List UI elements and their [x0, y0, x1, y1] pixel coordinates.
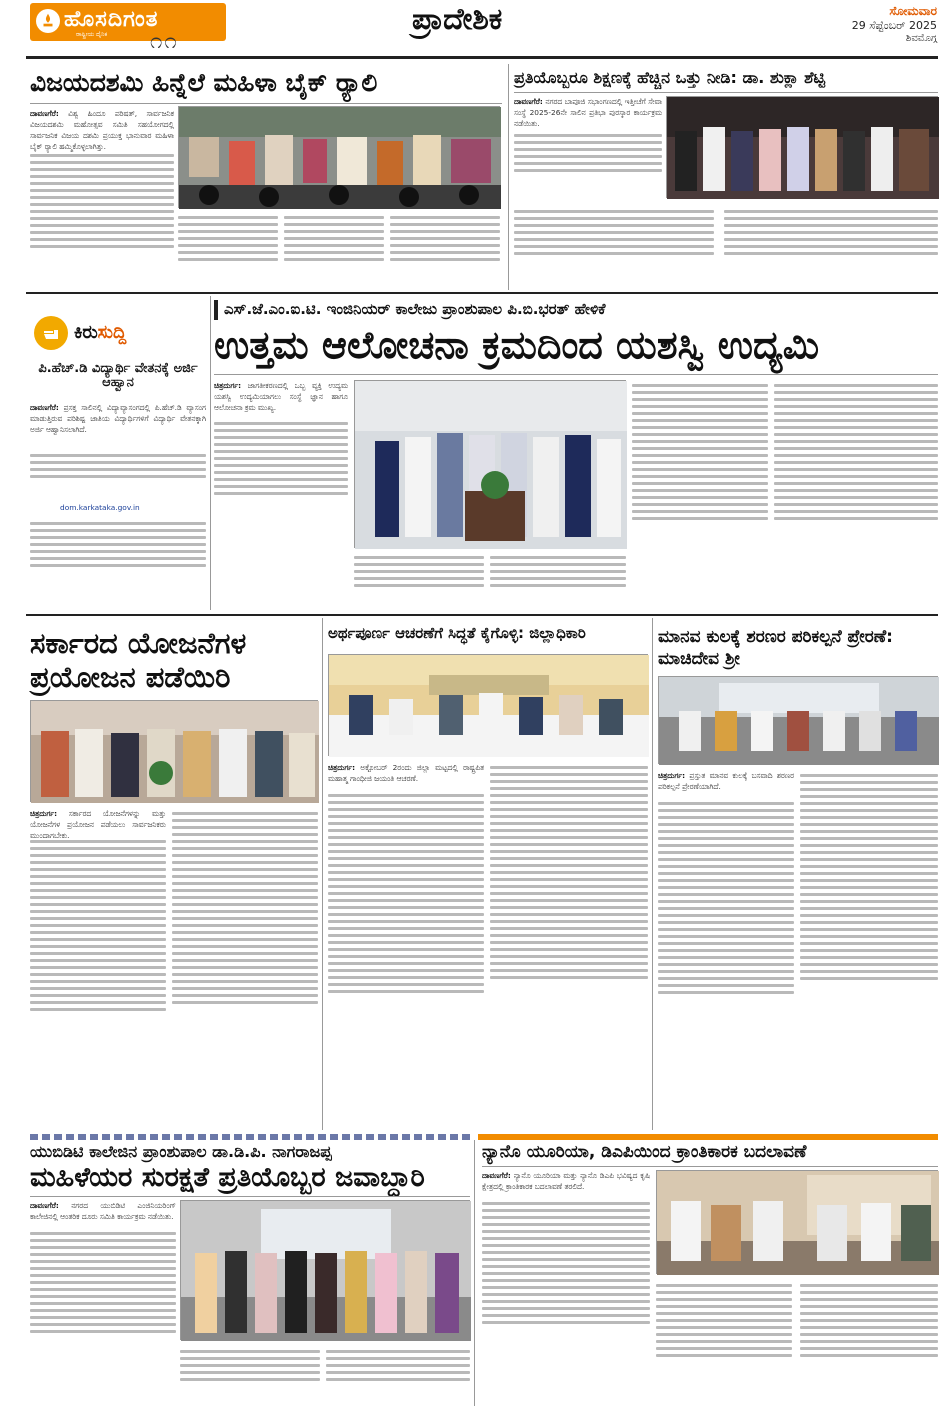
divider [514, 92, 938, 93]
story3-body-col5 [774, 380, 938, 608]
story3-kicker: ಎಸ್.ಜೆ.ಎಂ.ಐ.ಟಿ. ಇಂಜಿನಿಯರ್ ಕಾಲೇಜು ಪ್ರಾಂಶುಪಾಲ ಪಿ.ಬಿ.ಭರತ್ ಹೇಳಿಕೆ [224, 300, 606, 318]
dateline: ದಾವಣಗೆರೆ: [482, 1171, 511, 1180]
story3-headline[interactable]: ಉತ್ತಮ ಆಲೋಚನಾ ಕ್ರಮದಿಂದ ಯಶಸ್ವಿ ಉದ್ಯಮಿ [214, 323, 820, 367]
section-rule [26, 614, 938, 616]
story6-lead-text: ಪ್ರಸ್ತುತ ಮಾನವ ಕುಲಕ್ಕೆ ಬಸವಾದಿ ಶರಣರ ಪರಿಕಲ್ಪನೆ ಪ್ರೇರಣೆಯಾಗಿದೆ. [658, 771, 794, 791]
story1-lead-text: ವಿಶ್ವ ಹಿಂದೂ ಪರಿಷತ್, ಸಾರ್ವಜನಿಕ ವಿಜಯದಶಮಿ ಮಹೋತ್ಸವ ಸಮಿತಿ ಸಹಯೋಗದಲ್ಲಿ ಸಾರ್ವಜನಿಕ ವಿಜಯ ದಶಮಿ ಪ್ರಯುಕ್ತ ಭಾನುವಾರ ಮಹಿಳಾ ಬೈಕ್ ರ‍್ಯಾಲಿ ಹಮ್ಮಿಕೊಳ್ಳಲಾಗಿತ್ತು. [30, 109, 174, 151]
story4-lead-text: ಸರ್ಕಾರದ ಯೋಜನೆಗಳನ್ನು ಮತ್ತು ಯೋಜನೆಗಳ ಪ್ರಯೋಜನ ಪಡೆಯಲು ಸಾರ್ವಜನಿಕರು ಮುಂದಾಗಬೇಕು. [30, 809, 166, 840]
story3-photo [354, 380, 626, 548]
date-box [852, 4, 937, 44]
story2-photo [666, 96, 938, 198]
section-title: ಪ್ರಾದೇಶಿಕ [412, 2, 503, 37]
story8-lead [482, 1170, 650, 1194]
story3-body-col2 [354, 552, 484, 608]
story3-body [214, 418, 348, 544]
kirusuddi-body [30, 450, 206, 500]
story7-lead-text: ನಗರದ ಯುಬಿಡಿಟಿ ಎಂಜಿನಿಯರಿಂಗ್ ಕಾಲೇಜಿನಲ್ಲಿ ಆಂತರಿಕ ದೂರು ಸಮಿತಿ ಕಾರ್ಯಕ್ರಮ ನಡೆಯಿತು. [30, 1201, 176, 1221]
decorative-band [30, 1134, 470, 1140]
story7-headline[interactable]: ಮಹಿಳೆಯರ ಸುರಕ್ಷತೆ ಪ್ರತಿಯೊಬ್ಬರ ಜವಾಬ್ದಾರಿ [30, 1162, 425, 1193]
column-divider [210, 296, 211, 610]
story7-lead [30, 1200, 176, 1224]
page-number: ೧೧ [150, 29, 179, 54]
newspaper-logo[interactable] [30, 3, 226, 53]
story5-lead-text: ಅಕ್ಟೋಬರ್ 2ರಂದು ಜಿಲ್ಲಾ ಮಟ್ಟದಲ್ಲಿ ರಾಷ್ಟ್ರಪಿತ ಮಹಾತ್ಮ ಗಾಂಧೀಜಿ ಜಯಂತಿ ಆಚರಣೆ. [328, 763, 484, 783]
dateline: ದಾವಣಗೆರೆ: [30, 1201, 59, 1210]
date-day: ಸೋಮವಾರ [889, 4, 937, 18]
section-rule [26, 292, 938, 294]
dateline: ಚಿತ್ರದುರ್ಗ: [30, 809, 58, 818]
story7-body-col3 [326, 1346, 470, 1404]
story7-body-col2 [180, 1346, 320, 1404]
story4-body [30, 836, 166, 1126]
kirusuddi-title-part2: ಸುದ್ದಿ [97, 322, 127, 343]
divider [482, 1166, 938, 1167]
story5-photo [328, 654, 648, 756]
story1-photo [178, 106, 500, 208]
story2-body-col2 [514, 206, 714, 288]
column-divider [474, 1140, 475, 1406]
story3-body-col4 [632, 380, 768, 608]
story7-body [30, 1228, 176, 1404]
kirusuddi-lead [30, 402, 206, 446]
dateline: ದಾವಣಗೆರೆ: [30, 403, 59, 412]
story2-headline[interactable]: ಪ್ರತಿಯೊಬ್ಬರೂ ಶಿಕ್ಷಣಕ್ಕೆ ಹೆಚ್ಚಿನ ಒತ್ತು ನೀಡಿ: ಡಾ. ಶುಕ್ಲಾ ಶೆಟ್ಟಿ [514, 68, 826, 87]
edition-city: ಶಿವಮೊಗ್ಗ [905, 33, 937, 44]
dateline: ದಾವಣಗೆರೆ: [514, 97, 543, 106]
masthead [0, 0, 945, 58]
story4-body-col2 [172, 808, 318, 1126]
dateline: ದಾವಣಗೆರೆ: [30, 109, 59, 118]
story3-lead-text: ಜಾಗತೀಕರಣದಲ್ಲಿ ಒಬ್ಬ ವ್ಯಕ್ತಿ ಉದ್ಯಮ ಯಶಸ್ವಿ ಉದ್ಯಮಿಯಾಗಲು ಸಂಸ್ಥೆ ಜ್ಞಾನ ಹಾಗೂ ಆಲೋಚನಾ ಕ್ರಮ ಮುಖ್ಯ. [214, 381, 348, 412]
story8-lead-text: ನ್ಯಾನೊ ಯೂರಿಯಾ ಮತ್ತು ನ್ಯಾನೊ ಡಿಎಪಿ ಭವಿಷ್ಯದ ಕೃಷಿ ಕ್ಷೇತ್ರದಲ್ಲಿ ಕ್ರಾಂತಿಕಾರಕ ಬದಲಾವಣೆ ತರಲಿದೆ. [482, 1171, 650, 1191]
story8-body [482, 1198, 650, 1404]
divider [214, 374, 938, 375]
story3-lead [214, 380, 348, 414]
story5-body-col2 [490, 762, 648, 1126]
decorative-band [478, 1134, 938, 1140]
dateline: ಚಿತ್ರದುರ್ಗ: [658, 771, 686, 780]
story8-body-col2 [656, 1280, 792, 1404]
logo-tagline: ರಾಷ್ಟ್ರೀಯ ದೈನಿಕ [76, 31, 108, 38]
story2-body-col3 [724, 206, 938, 288]
story1-body-col4 [390, 212, 500, 288]
story3-body-col3 [490, 552, 626, 608]
story1-headline[interactable]: ವಿಜಯದಶಮಿ ಹಿನ್ನೆಲೆ ಮಹಿಳಾ ಬೈಕ್ ರ‍್ಯಾಲಿ [30, 68, 378, 97]
column-divider [508, 64, 509, 290]
divider [30, 1196, 470, 1197]
dateline: ಚಿತ್ರದುರ್ಗ: [214, 381, 242, 390]
kirusuddi-title-part1: ಕಿರು [74, 322, 98, 343]
story6-body [658, 798, 794, 1126]
kirusuddi-lead-text: ಪ್ರಸಕ್ತ ಸಾಲಿನಲ್ಲಿ ವಿದ್ಯಾವ್ಯಾಸಂಗದಲ್ಲಿ ಪಿ.ಹೆಚ್.ಡಿ ವ್ಯಾಸಂಗ ಮಾಡುತ್ತಿರುವ ಪರಿಶಿಷ್ಟ ಜಾತಿಯ ವಿದ್ಯಾರ್ಥಿಗಳಿಗೆ ವಿದ್ಯಾರ್ಥಿ ವೇತನಕ್ಕಾಗಿ ಅರ್ಜಿ ಆಹ್ವಾನಿಸಲಾಗಿದೆ. [30, 403, 206, 434]
pointing-hand-icon [34, 316, 68, 350]
kicker-bar [214, 300, 218, 320]
masthead-rule [26, 56, 938, 59]
divider [30, 103, 502, 104]
story7-photo [180, 1200, 470, 1340]
story6-body-col2 [800, 770, 938, 1126]
story1-body-col3 [284, 212, 384, 288]
story5-headline[interactable]: ಅರ್ಥಪೂರ್ಣ ಆಚರಣೆಗೆ ಸಿದ್ಧತೆ ಕೈಗೊಳ್ಳಿ: ಜಿಲ್ಲಾಧಿಕಾರಿ [328, 624, 586, 642]
story8-body-col3 [800, 1280, 938, 1404]
story1-lead [30, 108, 174, 151]
story4-photo [30, 700, 318, 802]
story6-photo [658, 676, 938, 764]
kirusuddi-website[interactable]: dom.karkataka.gov.in [60, 503, 140, 512]
logo-text: ಹೊಸದಿಗಂತ [64, 7, 159, 32]
story5-lead [328, 762, 484, 786]
story8-headline[interactable]: ನ್ಯಾನೊ ಯೂರಿಯಾ, ಡಿಎಪಿಯಿಂದ ಕ್ರಾಂತಿಕಾರಕ ಬದಲಾವಣೆ [482, 1142, 807, 1162]
story6-lead [658, 770, 794, 794]
dateline: ಚಿತ್ರದುರ್ಗ: [328, 763, 356, 772]
story8-photo [656, 1170, 938, 1274]
story5-body [328, 790, 484, 1126]
kirusuddi-headline[interactable]: ಪಿ.ಹೆಚ್.ಡಿ ವಿದ್ಯಾರ್ಥಿ ವೇತನಕ್ಕೆ ಅರ್ಜಿ ಆಹ್ವಾನ [38, 361, 198, 390]
story2-lead-text: ನಗರದ ಬಾಪೂಜಿ ಸಭಾಂಗಣದಲ್ಲಿ ಇತ್ತೀಚೆಗೆ ಸೇವಾ ಸಂಸ್ಥೆ 2025-26ನೇ ಸಾಲಿನ ಪ್ರತಿಭಾ ಪುರಸ್ಕಾರ ಕಾರ್ಯಕ್ರಮ ನಡೆಯಿತು. [514, 97, 663, 128]
story6-headline[interactable]: ಮಾನವ ಕುಲಕ್ಕೆ ಶರಣರ ಪರಿಕಲ್ಪನೆ ಪ್ರೇರಣೆ: ಮಾಚಿದೇವ ಶ್ರೀ [658, 627, 893, 669]
column-divider [322, 618, 323, 1130]
story7-kicker: ಯುಬಿಡಿಟಿ ಕಾಲೇಜಿನ ಪ್ರಾಂಶುಪಾಲ ಡಾ.ಡಿ.ಪಿ. ನಾಗರಾಜಪ್ಪ [30, 1142, 332, 1161]
story2-lead [514, 96, 662, 126]
kirusuddi-body-2 [30, 518, 206, 604]
kirusuddi-label [30, 312, 200, 356]
story4-headline[interactable]: ಸರ್ಕಾರದ ಯೋಜನೆಗಳ ಪ್ರಯೋಜನ ಪಡೆಯಿರಿ [30, 626, 247, 694]
story1-body [30, 150, 174, 288]
story1-body-col2 [178, 212, 278, 288]
story4-lead [30, 808, 166, 840]
lamp-icon [36, 9, 60, 33]
kirusuddi-title [74, 322, 126, 343]
story2-body [514, 130, 662, 200]
column-divider [652, 618, 653, 1130]
date-text: 29 ಸೆಪ್ಟೆಂಬರ್ 2025 [851, 19, 937, 32]
